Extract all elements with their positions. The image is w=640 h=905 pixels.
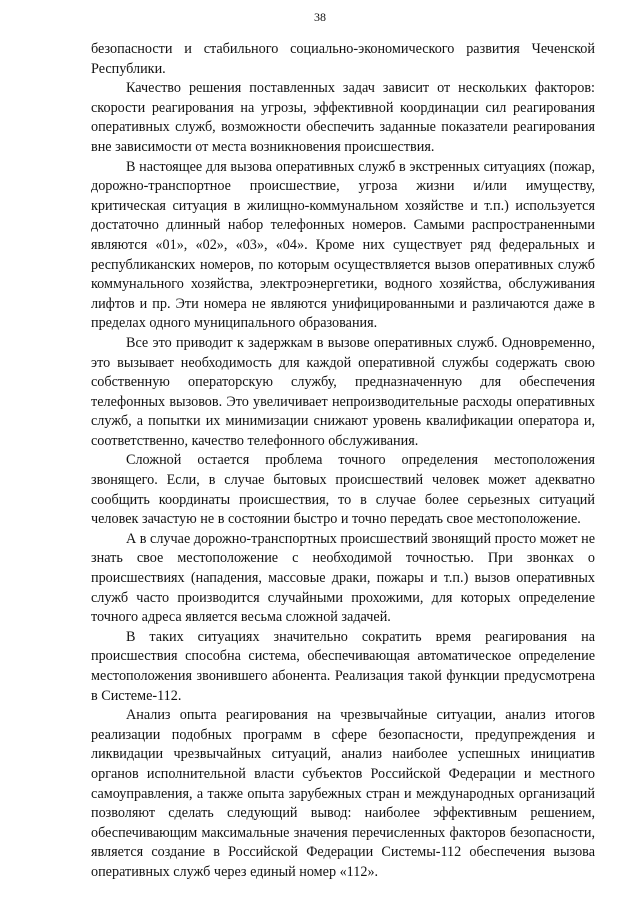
paragraph-call-delays: Все это приводит к задержкам в вызове оперативных служб. Одновременно, это вызывает необходимость для каждой оперативной службы содержать свою собственную операторскую службу, предназначенную для обеспечения телефонных вызовов. Это увеличивает непроизводительные расходы оперативных служб, а попытки их минимизации снижают уровень квалификации оператора и, соответственно, качество телефонного обслуживания. — [91, 334, 595, 449]
paragraph-auto-location: В таких ситуациях значительно сократить время реагирования на происшествия способна система, обеспечивающая автоматическое определение местоположения звонившего абонента. Реализация такой функции предусмотрена в Системе-112. — [91, 628, 595, 704]
paragraph-emergency-numbers: В настоящее для вызова оперативных служб в экстренных ситуациях (пожар, дорожно-транспортное происшествие, угроза жизни и/или имуществу, критическая ситуация в жилищно-коммунальном хозяйстве и т.п.) используется достаточно длинный набор телефонных номеров. Самыми распространенными являются «01», «02», «03», «04». Кроме них существует ряд федеральных и республиканских номеров, по которым осуществляется вызов оперативных служб коммунального хозяйства, электроэнергетики, водного хозяйства, обслуживания лифтов и пр. Эти номера не являются унифицированными и различаются даже в пределах одного муниципального образования. — [91, 158, 595, 332]
page-number: 38 — [314, 10, 326, 24]
paragraph-traffic-accidents: А в случае дорожно-транспортных происшествий звонящий просто может не знать свое местоположение с необходимой точностью. При звонках о происшествиях (нападения, массовые драки, пожары и т.п.) вызов оперативных служб часто производится случайными прохожими, для которых определение точного адреса является весьма сложной задачей. — [91, 530, 595, 626]
paragraph-conclusion: Анализ опыта реагирования на чрезвычайные ситуации, анализ итогов реализации подобных программ в сфере безопасности, предупреждения и ликвидации чрезвычайных ситуаций, анализ наиболее успешных инициатив органов исполнительной власти субъектов Российской Федерации и местного самоуправления, а также опыта зарубежных стран и международных организаций позволяют сделать следующий вывод: наиболее эффективным решением, обеспечивающим максимальные значения перечисленных факторов безопасности, является создание в Российской Федерации Системы-112 обеспечения вызова оперативных служб через единый номер «112». — [91, 707, 595, 880]
paragraph-response-quality: Качество решения поставленных задач зависит от нескольких факторов: скорости реагирования на угрозы, эффективной координации сил реагирования оперативных служб, возможности обеспечить заданные показатели реагирования вне зависимости от места возникновения происшествия. — [91, 80, 595, 155]
document-body — [91, 40, 595, 883]
paragraph-continuation: безопасности и стабильного социально-экономического развития Чеченской Республики. — [91, 41, 595, 77]
paragraph-caller-location: Сложной остается проблема точного определения местоположения звонящего. Если, в случае бытовых происшествий человек может адекватно сообщить координаты происшествия, то в случае более серьезных ситуаций человек зачастую не в состоянии быстро и точно передать свое местоположение. — [91, 452, 595, 528]
